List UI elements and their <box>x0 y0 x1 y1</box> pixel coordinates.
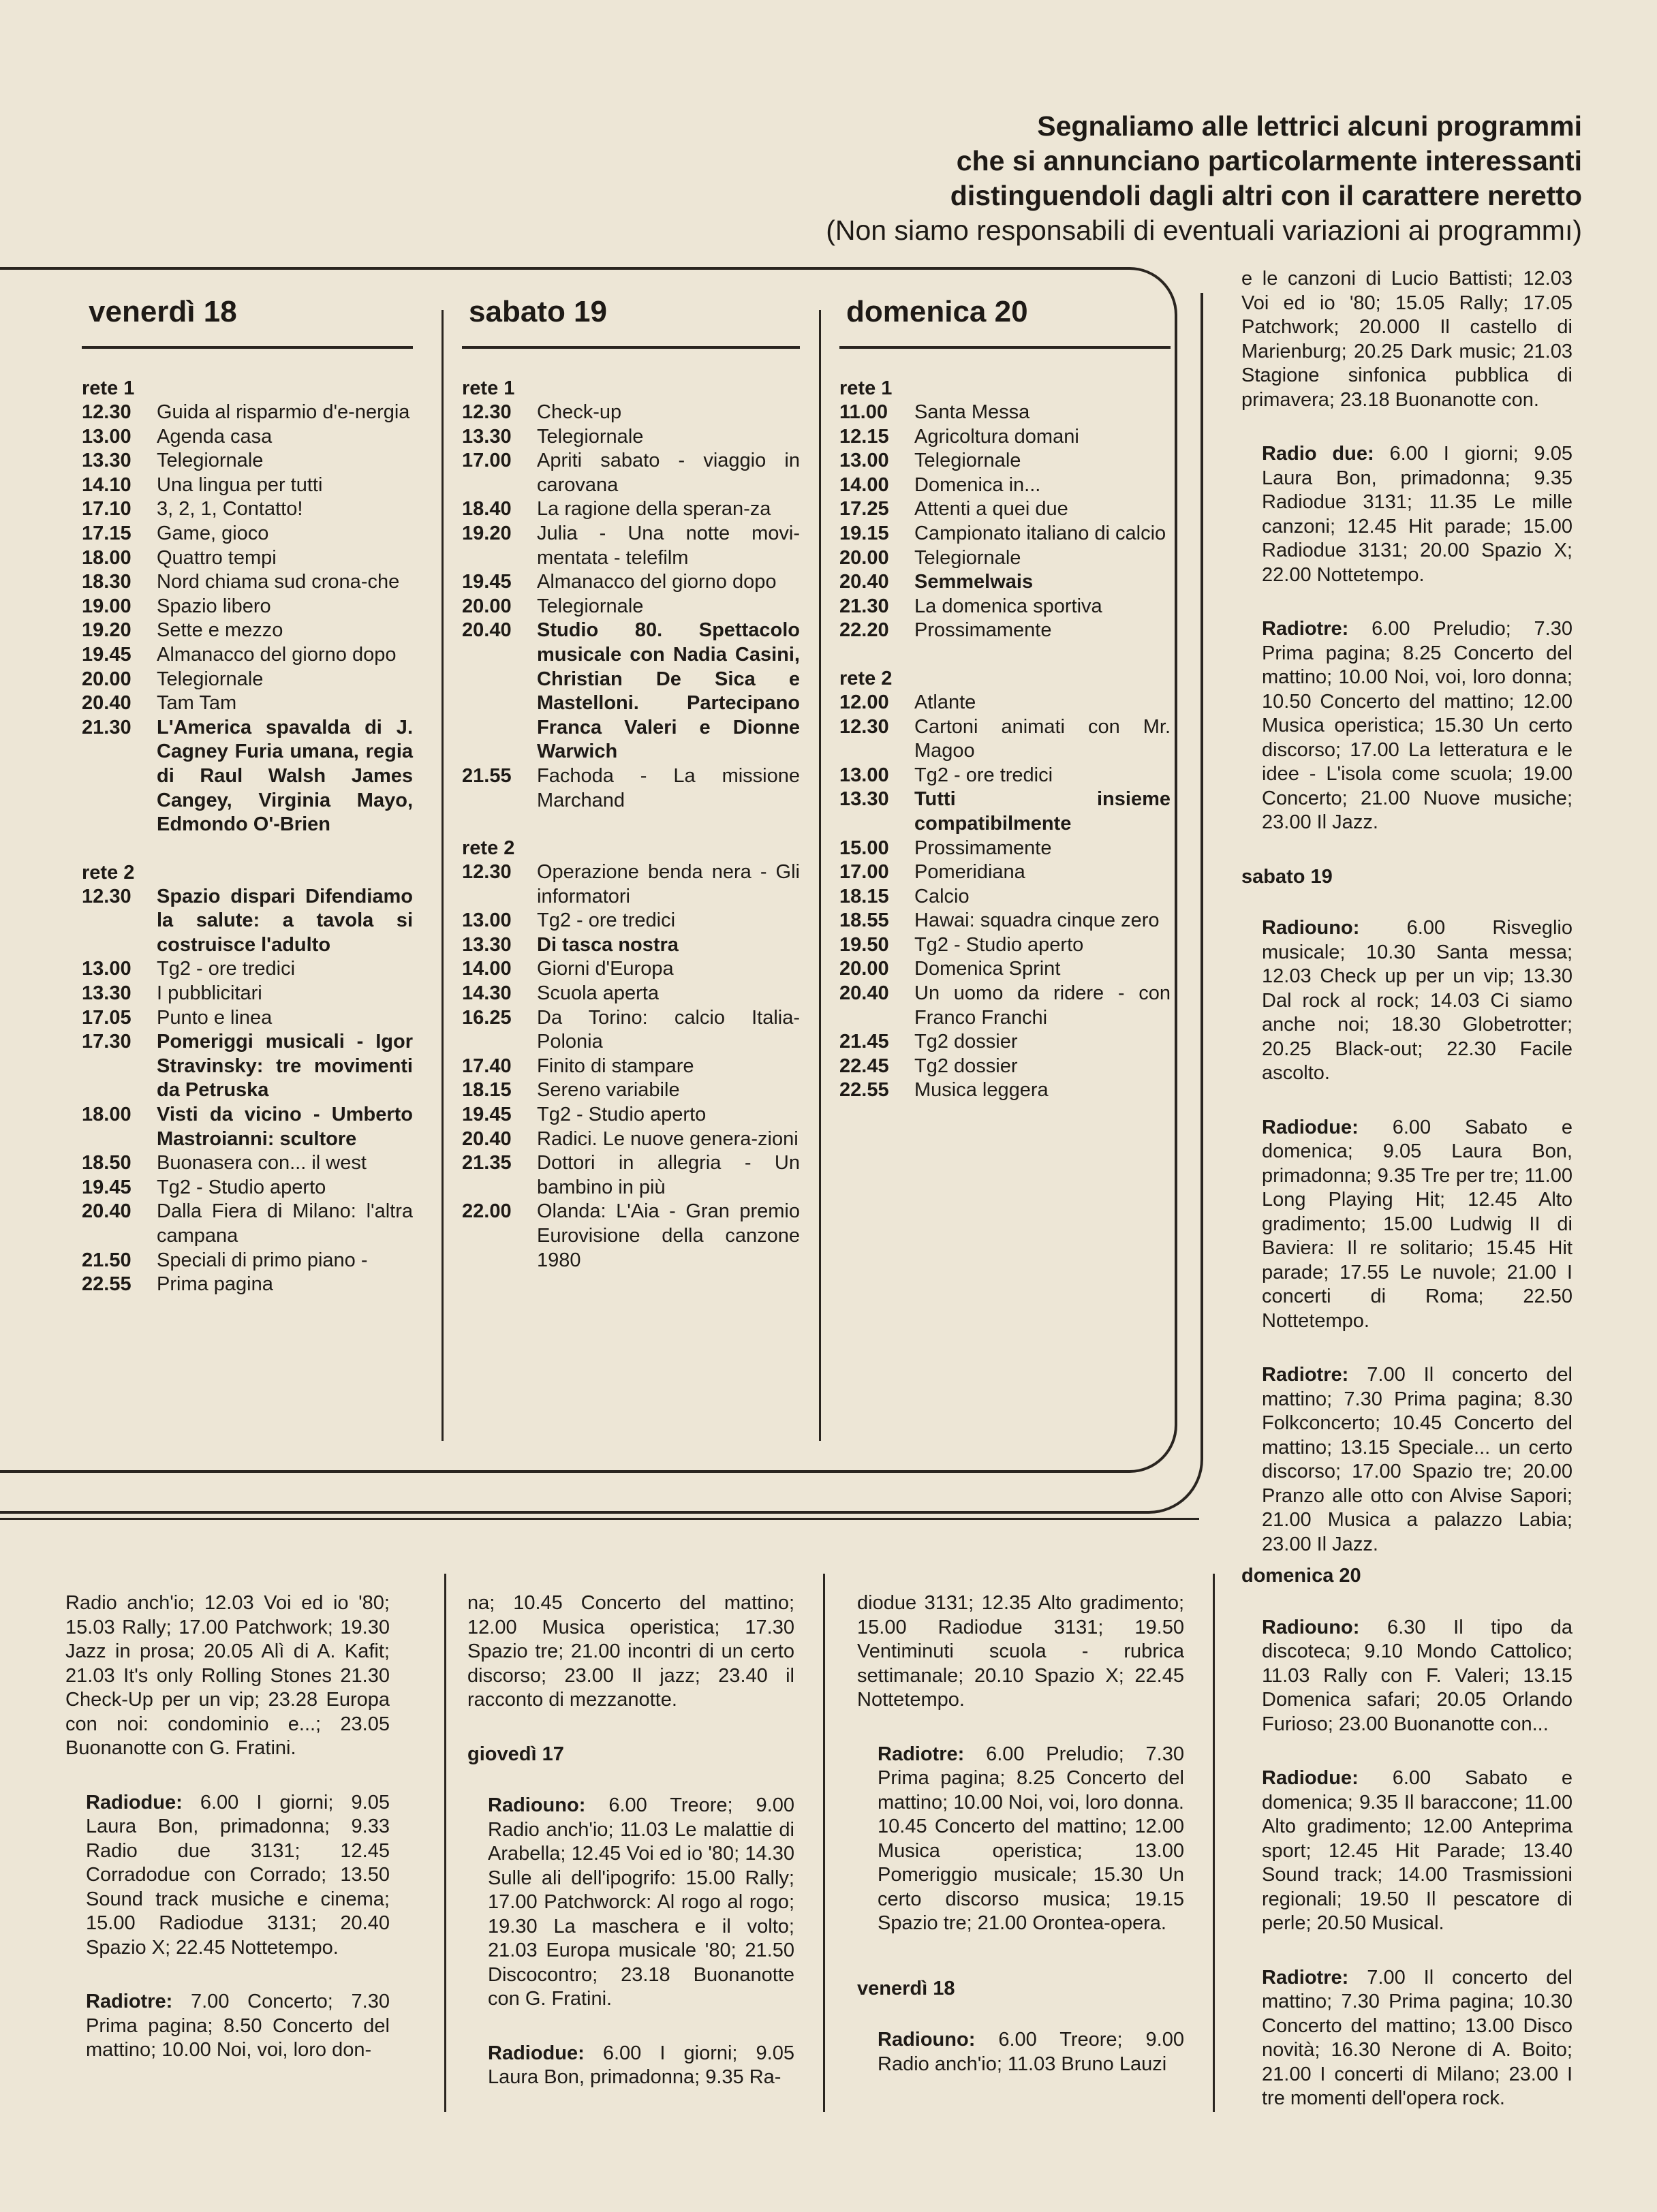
program-time: 17.00 <box>462 450 512 472</box>
program-row <box>82 401 413 425</box>
station-name: Radiouno: <box>878 2029 976 2051</box>
program-row <box>82 619 413 643</box>
program-title: I pubblicitari <box>157 982 262 1005</box>
program-title: La domenica sportiva <box>914 595 1102 617</box>
radio-paragraph <box>1241 1363 1573 1557</box>
program-title: Semmelwais <box>914 571 1034 593</box>
channel-label: rete 1 <box>82 377 135 399</box>
program-title: Prossimamente <box>914 619 1052 642</box>
station-name: Radiodue: <box>1262 1767 1359 1789</box>
header-line-1: Segnaliamo alle lettrici alcuni programmi <box>1037 110 1582 142</box>
program-time: 13.30 <box>462 933 512 956</box>
tv-day-venerdi <box>82 293 413 1297</box>
program-list <box>462 860 800 1273</box>
channel-label: rete 2 <box>82 861 135 884</box>
program-row <box>839 957 1171 982</box>
day-heading: giovedì 17 <box>467 1743 564 1765</box>
program-time: 19.15 <box>839 522 889 544</box>
program-title: 3, 2, 1, Contatto! <box>157 498 303 520</box>
radio-right-column <box>1241 267 1573 1587</box>
program-title: Telegiornale <box>537 595 644 617</box>
radio-schedule: 6.00 I giorni; 9.05 Laura Bon, primadonna; 9.33 Radio due 3131; 12.45 Corradodue con Corrado; 13.50 Sound track musiche e cinema; 15.00 Radiodue 3131; 20.40 Spazio X; 22.45 Nottetempo. <box>86 1791 390 1959</box>
program-row <box>839 473 1171 498</box>
program-row <box>839 1030 1171 1055</box>
radio-paragraph <box>1241 442 1573 587</box>
program-time: 13.00 <box>462 909 512 932</box>
program-title: Finito di stampare <box>537 1055 694 1077</box>
program-title: Scuola aperta <box>537 982 659 1005</box>
program-row <box>462 1151 800 1200</box>
column-divider <box>1213 1574 1215 2112</box>
program-title: Dalla Fiera di Milano: l'altra campana <box>157 1200 413 1247</box>
station-name: Radiotre: <box>878 1743 965 1765</box>
program-time: 18.15 <box>839 885 889 907</box>
program-row <box>839 860 1171 885</box>
program-row <box>839 909 1171 933</box>
program-title: Prossimamente <box>914 837 1052 859</box>
program-time: 15.00 <box>839 837 889 859</box>
program-time: 20.40 <box>82 692 131 715</box>
program-row <box>82 885 413 958</box>
radio-schedule: 7.00 Il concerto del mattino; 7.30 Prima pagina; 10.30 Concerto del mattino; 13.00 Disco novità; 16.30 Nerone di A. Boito; 21.00 I concerti di Milano; 23.00 I tre momenti dell'opera rock. <box>1262 1966 1573 2109</box>
header-note: (Non siamo responsabili di eventuali variazioni ai programmı) <box>826 215 1582 246</box>
program-time: 20.00 <box>82 668 131 690</box>
program-time: 22.00 <box>462 1200 512 1223</box>
radio-paragraph: Radio anch'io; 12.03 Voi ed io '80; 15.03 Rally; 17.00 Patchwork; 19.30 Jazz in prosa; 20.05 Alì di A. Kafit; 21.03 It's only Rolling Stones 21.30 Check-Up per un vip; 23.28 Europa con noi: condominio e...; 23.05 Buonanotte con G. Fratini. <box>65 1592 390 1759</box>
header-line-2: che si annunciano particolarmente interessanti <box>956 145 1582 176</box>
program-row <box>839 788 1171 836</box>
program-time: 12.30 <box>462 401 512 423</box>
program-time: 13.00 <box>82 425 131 448</box>
station-name: Radiouno: <box>488 1794 586 1816</box>
program-row <box>839 982 1171 1030</box>
program-row <box>82 1176 413 1200</box>
program-title: Tg2 - ore tredici <box>537 909 676 932</box>
program-time: 12.30 <box>82 401 131 423</box>
program-time: 17.00 <box>839 861 889 884</box>
program-title: Tg2 dossier <box>914 1055 1018 1077</box>
program-title: Radici. Le nuove genera-zioni <box>537 1127 799 1150</box>
radio-bottom-col-2 <box>467 1591 794 2120</box>
program-time: 13.30 <box>82 450 131 472</box>
program-time: 19.20 <box>462 522 512 544</box>
program-time: 18.55 <box>839 909 889 932</box>
program-title: Check-up <box>537 401 622 423</box>
radio-paragraph <box>1241 1766 1573 1936</box>
day-heading: sabato 19 <box>1241 865 1333 888</box>
program-time: 21.30 <box>839 595 889 617</box>
radio-schedule: 7.00 Il concerto del mattino; 7.30 Prima pagina; 8.30 Folkconcerto; 10.45 Concerto del mattino; 13.15 Speciale... un certo discorso; 17.00 Spazio tre; 20.00 Pranzo alle otto con Alvise Sapori; 21.00 Musica a palazzo Labia; 23.00 Il Jazz. <box>1262 1364 1573 1555</box>
program-row <box>82 570 413 595</box>
program-row <box>462 982 800 1006</box>
station-name: Radiouno: <box>1262 917 1360 939</box>
program-row <box>462 933 800 958</box>
section-rule <box>0 1518 1199 1520</box>
station-name: Radiotre: <box>86 1991 173 2012</box>
program-row <box>839 764 1171 788</box>
radio-schedule: 6.00 Preludio; 7.30 Prima pagina; 8.25 Concerto del mattino; 10.00 Noi, voi, loro donna. 10.45 Concerto del mattino; 12.00 Musica operistica; 13.00 Pomeriggio musicale; 15.30 Un certo discorso musica; 19.15 Spazio tre; 21.00 Orontea-opera. <box>878 1743 1184 1934</box>
program-time: 12.30 <box>839 715 889 738</box>
program-row <box>462 860 800 909</box>
program-row <box>462 1078 800 1103</box>
program-time: 14.00 <box>839 473 889 496</box>
radio-paragraph <box>65 1791 390 1961</box>
program-row <box>82 1151 413 1176</box>
program-time: 22.55 <box>82 1273 131 1296</box>
program-title: Atlante <box>914 691 976 713</box>
program-time: 20.00 <box>839 546 889 569</box>
program-time: 13.30 <box>462 425 512 448</box>
radio-paragraph <box>1241 1616 1573 1737</box>
program-title: Sette e mezzo <box>157 619 283 642</box>
program-title: Attenti a quei due <box>914 498 1068 520</box>
program-row <box>462 425 800 450</box>
day-heading: domenica 20 <box>1241 1565 1361 1587</box>
program-row <box>82 957 413 982</box>
program-title: Sereno variabile <box>537 1079 680 1102</box>
program-row <box>82 716 413 837</box>
program-time: 17.10 <box>82 498 131 520</box>
program-title: Operazione benda nera - Gli informatori <box>537 861 800 907</box>
program-title: Tam Tam <box>157 692 237 715</box>
station-name: Radiodue: <box>86 1791 183 1813</box>
program-title: Musica leggera <box>914 1079 1049 1102</box>
program-row <box>462 595 800 619</box>
station-name: Radiouno: <box>1262 1616 1360 1638</box>
radio-bottom-col-1 <box>65 1591 390 2093</box>
program-time: 12.00 <box>839 691 889 713</box>
program-row <box>462 957 800 982</box>
program-time: 20.40 <box>462 619 512 642</box>
program-time: 14.00 <box>462 958 512 980</box>
program-row <box>462 1006 800 1055</box>
program-title: Almanacco del giorno dopo <box>537 571 777 593</box>
station-name: Radio due: <box>1262 443 1374 465</box>
program-row <box>82 473 413 498</box>
radio-schedule: 6.00 Sabato e domenica; 9.05 Laura Bon, primadonna; 9.35 Tre per tre; 11.00 Long Playing Hit; 12.45 Alto gradimento; 15.00 Ludwig II di Baviera: Il re solitario; 15.45 Hit parade; 17.55 Le nuvole; 21.00 I concerti di Roma; 22.50 Nottetempo. <box>1262 1116 1573 1332</box>
program-row <box>82 522 413 546</box>
program-row <box>839 715 1171 764</box>
program-row <box>462 1200 800 1273</box>
program-row <box>839 522 1171 546</box>
program-time: 12.30 <box>462 861 512 884</box>
program-title: Tg2 - ore tredici <box>157 958 296 980</box>
program-list <box>839 401 1171 643</box>
program-title: Tg2 dossier <box>914 1031 1018 1053</box>
program-title: Spazio libero <box>157 595 271 617</box>
program-time: 14.30 <box>462 982 512 1005</box>
radio-paragraph <box>1241 1116 1573 1334</box>
day-title: venerdì 18 <box>82 293 413 349</box>
program-row <box>82 546 413 571</box>
radio-schedule: 6.00 Sabato e domenica; 9.35 Il baraccone; 11.00 Alto gradimento; 12.00 Anteprima sport; 12.45 Hit Parade; 13.40 Sound track; 14.00 Trasmissioni regionali; 19.50 Il pescatore di perle; 20.50 Musical. <box>1262 1767 1573 1934</box>
program-row <box>82 497 413 522</box>
radio-schedule: 6.00 Preludio; 7.30 Prima pagina; 8.25 Concerto del mattino; 10.00 Noi, voi, loro donna; 10.50 Concerto del mattino; 12.00 Musica operistica; 15.30 Un certo discorso; 17.00 La letteratura e le idee - L'isola come scuola; 19.00 Concerto; 21.00 Nuove musiche; 23.00 Il Jazz. <box>1262 618 1573 833</box>
radio-right-column-lower <box>1241 1564 1573 2141</box>
program-time: 19.00 <box>82 595 131 617</box>
program-title: Visti da vicino - Umberto Mastroianni: scultore <box>157 1104 413 1150</box>
program-row <box>462 1055 800 1079</box>
program-row <box>839 497 1171 522</box>
radio-paragraph <box>857 1743 1184 1936</box>
program-time: 18.50 <box>82 1152 131 1174</box>
program-row <box>82 1006 413 1031</box>
program-title: Tutti insieme compatibilmente <box>914 788 1171 835</box>
program-list <box>82 885 413 1297</box>
program-row <box>462 909 800 933</box>
program-row <box>839 570 1171 595</box>
station-name: Radiotre: <box>1262 1364 1349 1386</box>
program-time: 20.40 <box>839 571 889 593</box>
program-title: Tg2 - Studio aperto <box>537 1104 707 1126</box>
program-row <box>839 401 1171 425</box>
radio-schedule: 6.00 Treore; 9.00 Radio anch'io; 11.03 Bruno Lauzi <box>878 2029 1185 2075</box>
program-title: Tg2 - Studio aperto <box>914 933 1084 956</box>
program-list <box>82 401 413 837</box>
program-row <box>462 570 800 595</box>
program-row <box>82 982 413 1006</box>
day-title: domenica 20 <box>839 293 1171 349</box>
program-row <box>82 1249 413 1273</box>
radio-paragraph <box>857 2028 1184 2076</box>
program-row <box>839 595 1171 619</box>
program-row <box>462 1103 800 1127</box>
program-title: Di tasca nostra <box>537 933 679 956</box>
program-title: Pomeridiana <box>914 861 1025 884</box>
program-title: Game, gioco <box>157 522 269 544</box>
radio-schedule: 7.00 Concerto; 7.30 Prima pagina; 8.50 Concerto del mattino; 10.00 Noi, voi, loro don- <box>86 1991 390 2061</box>
program-time: 19.50 <box>839 933 889 956</box>
program-row <box>82 425 413 450</box>
program-time: 19.45 <box>462 571 512 593</box>
program-time: 17.15 <box>82 522 131 544</box>
program-row <box>839 837 1171 861</box>
channel-label: rete 1 <box>839 377 893 399</box>
program-title: Apriti sabato - viaggio in carovana <box>537 450 800 496</box>
program-list <box>839 691 1171 1103</box>
program-title: Speciali di primo piano - <box>157 1249 368 1271</box>
program-title: Giorni d'Europa <box>537 958 674 980</box>
program-list <box>462 401 800 813</box>
program-row <box>82 691 413 716</box>
program-row <box>839 449 1171 473</box>
program-title: La ragione della speran-za <box>537 498 771 520</box>
program-row <box>839 546 1171 571</box>
program-time: 13.00 <box>82 958 131 980</box>
program-title: Guida al risparmio d'e-nergia <box>157 401 410 423</box>
radio-paragraph <box>65 1990 390 2063</box>
channel-label: rete 1 <box>462 377 515 399</box>
program-row <box>462 497 800 522</box>
program-title: Prima pagina <box>157 1273 273 1296</box>
program-title: Calcio <box>914 885 970 907</box>
program-title: Tg2 - ore tredici <box>914 764 1053 786</box>
program-row <box>462 449 800 497</box>
program-row <box>839 1078 1171 1103</box>
tv-day-domenica <box>839 293 1171 1103</box>
program-title: Julia - Una notte movi-mentata - telefilm <box>537 522 800 569</box>
program-time: 16.25 <box>462 1006 512 1029</box>
program-title: Cartoni animati con Mr. Magoo <box>914 715 1171 762</box>
program-time: 21.30 <box>82 716 131 738</box>
radio-paragraph <box>1241 916 1573 1086</box>
program-row <box>839 691 1171 715</box>
program-time: 19.45 <box>82 643 131 666</box>
program-time: 18.40 <box>462 498 512 520</box>
program-row <box>82 1200 413 1248</box>
radio-paragraph <box>467 2042 794 2090</box>
station-name: Radiotre: <box>1262 1966 1349 1989</box>
day-title: sabato 19 <box>462 293 800 349</box>
program-time: 12.30 <box>82 885 131 907</box>
program-title: Dottori in allegria - Un bambino in più <box>537 1152 800 1198</box>
program-time: 20.00 <box>462 595 512 617</box>
program-time: 20.40 <box>839 982 889 1005</box>
program-time: 21.45 <box>839 1031 889 1053</box>
program-title: Pomeriggi musicali - Igor Stravinsky: tre movimenti da Petruska <box>157 1031 413 1102</box>
program-time: 21.55 <box>462 764 512 787</box>
program-title: Buonasera con... il west <box>157 1152 367 1174</box>
channel-label: rete 2 <box>462 837 515 860</box>
program-time: 17.25 <box>839 498 889 520</box>
program-time: 21.35 <box>462 1152 512 1174</box>
column-divider <box>823 1574 825 2112</box>
column-divider <box>442 310 444 1441</box>
program-row <box>82 643 413 668</box>
program-time: 13.30 <box>839 788 889 811</box>
program-time: 18.30 <box>82 571 131 593</box>
channel-label: rete 2 <box>839 667 893 689</box>
program-row <box>82 1030 413 1103</box>
program-time: 20.00 <box>839 958 889 980</box>
program-time: 20.40 <box>462 1127 512 1150</box>
program-title: Da Torino: calcio Italia-Polonia <box>537 1006 800 1053</box>
column-divider <box>444 1574 446 2112</box>
program-time: 20.40 <box>82 1200 131 1223</box>
program-time: 18.00 <box>82 546 131 569</box>
header-line-3: distinguendoli dagli altri con il carattere neretto <box>950 180 1582 211</box>
program-title: Fachoda - La missione Marchand <box>537 764 800 811</box>
program-time: 12.15 <box>839 425 889 448</box>
radio-schedule: 6.00 I giorni; 9.05 Laura Bon, primadonna; 9.35 Ra- <box>488 2042 794 2088</box>
program-title: Spazio dispari Difendiamo la salute: a tavola si costruisce l'adulto <box>157 885 413 956</box>
program-title: Domenica Sprint <box>914 958 1061 980</box>
program-title: L'America spavalda di J. Cagney Furia umana, regia di Raul Walsh James Cangey, Virginia Mayo, Edmondo O'-Brien <box>157 716 413 836</box>
station-name: Radiodue: <box>1262 1116 1359 1138</box>
program-title: Domenica in... <box>914 473 1041 496</box>
program-time: 18.00 <box>82 1104 131 1126</box>
program-time: 19.20 <box>82 619 131 642</box>
program-title: Telegiornale <box>537 425 644 448</box>
station-name: Radiotre: <box>1262 618 1349 640</box>
program-title: Agricoltura domani <box>914 425 1079 448</box>
program-time: 17.30 <box>82 1031 131 1053</box>
day-heading: venerdì 18 <box>857 1977 955 1999</box>
radio-schedule: 6.30 Il tipo da discoteca; 9.10 Mondo Cattolico; 11.03 Rally con F. Valeri; 13.15 Domenica safari; 20.05 Orlando Furioso; 23.00 Buonanotte con... <box>1262 1616 1573 1735</box>
program-row <box>82 1273 413 1297</box>
radio-paragraph <box>467 1794 794 2012</box>
program-row <box>82 449 413 473</box>
radio-paragraph: na; 10.45 Concerto del mattino; 12.00 Musica operistica; 17.30 Spazio tre; 21.00 incontri di un certo discorso; 23.00 Il jazz; 23.40 il racconto di mezzanotte. <box>467 1592 794 1711</box>
program-time: 13.30 <box>82 982 131 1005</box>
program-title: Hawai: squadra cinque zero <box>914 909 1160 932</box>
program-time: 19.45 <box>462 1104 512 1126</box>
radio-schedule: 6.00 Risveglio musicale; 10.30 Santa messa; 12.03 Check up per un vip; 13.30 Dal rock al rock; 14.03 Ci siamo anche noi; 18.30 Globetrotter; 20.25 Black-out; 22.30 Facile ascolto. <box>1262 917 1573 1084</box>
program-time: 19.45 <box>82 1176 131 1198</box>
radio-paragraph <box>1241 617 1573 835</box>
program-row <box>82 595 413 619</box>
program-title: Punto e linea <box>157 1006 273 1029</box>
program-row <box>839 933 1171 958</box>
station-name: Radiodue: <box>488 2042 585 2064</box>
program-title: Olanda: L'Aia - Gran premio Eurovisione della canzone 1980 <box>537 1200 800 1271</box>
program-title: Tg2 - Studio aperto <box>157 1176 326 1198</box>
program-row <box>462 1127 800 1152</box>
program-title: Una lingua per tutti <box>157 473 323 496</box>
program-time: 11.00 <box>839 401 888 423</box>
program-time: 22.45 <box>839 1055 889 1077</box>
program-title: Telegiornale <box>157 450 264 472</box>
program-time: 13.00 <box>839 764 889 786</box>
column-divider <box>819 310 821 1441</box>
program-row <box>839 619 1171 643</box>
program-time: 21.50 <box>82 1249 131 1271</box>
radio-paragraph <box>1241 1966 1573 2111</box>
page-header <box>424 109 1582 248</box>
radio-paragraph: diodue 3131; 12.35 Alto gradimento; 15.00 Radiodue 3131; 19.50 Ventiminuti scuola - rubrica settimanale; 20.10 Spazio X; 22.45 Nottetempo. <box>857 1592 1184 1711</box>
program-row <box>462 619 800 764</box>
program-time: 17.05 <box>82 1006 131 1029</box>
program-time: 13.00 <box>839 450 889 472</box>
tv-day-sabato <box>462 293 800 1273</box>
program-row <box>82 668 413 692</box>
program-time: 18.15 <box>462 1079 512 1102</box>
program-title: Studio 80. Spettacolo musicale con Nadia Casini, Christian De Sica e Mastelloni. Partecipano Franca Valeri e Dionne Warwich <box>537 619 800 763</box>
program-title: Agenda casa <box>157 425 273 448</box>
program-time: 14.10 <box>82 473 131 496</box>
program-title: Telegiornale <box>914 546 1021 569</box>
program-title: Telegiornale <box>157 668 264 690</box>
program-row <box>82 1103 413 1151</box>
program-row <box>839 1055 1171 1079</box>
program-row <box>839 885 1171 909</box>
program-row <box>462 401 800 425</box>
program-title: Un uomo da ridere - con Franco Franchi <box>914 982 1171 1029</box>
radio-schedule: 6.00 I giorni; 9.05 Laura Bon, primadonna; 9.35 Radiodue 3131; 11.35 Le mille canzoni; 12.45 Hit parade; 15.00 Radiodue 3131; 20.00 Spazio X; 22.00 Nottetempo. <box>1262 443 1573 586</box>
program-title: Almanacco del giorno dopo <box>157 643 397 666</box>
radio-schedule: 6.00 Treore; 9.00 Radio anch'io; 11.03 Le malattie di Arabella; 12.45 Voi ed io '80; 14.30 Sulle ali dell'ipogrifo: 15.00 Rally; 17.00 Patchworck: Al rogo al rogo; 19.30 La maschera e il volto; 21.03 Europa musicale '80; 21.50 Discocontro; 23.18 Buonanotte con G. Fratini. <box>488 1794 795 2010</box>
program-title: Santa Messa <box>914 401 1030 423</box>
program-row <box>839 425 1171 450</box>
program-time: 22.55 <box>839 1079 889 1102</box>
program-title: Quattro tempi <box>157 546 277 569</box>
program-time: 22.20 <box>839 619 889 642</box>
program-time: 17.40 <box>462 1055 512 1077</box>
program-title: Campionato italiano di calcio <box>914 522 1166 544</box>
program-row <box>462 522 800 570</box>
radio-paragraph: e le canzoni di Lucio Battisti; 12.03 Voi ed io '80; 15.05 Rally; 17.05 Patchwork; 20.000 Il castello di Marienburg; 20.25 Dark music; 21.03 Stagione sinfonica pubblica di primavera; 23.18 Buonanotte con. <box>1241 268 1573 411</box>
program-title: Nord chiama sud crona-che <box>157 571 400 593</box>
program-title: Telegiornale <box>914 450 1021 472</box>
program-row <box>462 764 800 813</box>
radio-bottom-col-3 <box>857 1591 1184 2106</box>
